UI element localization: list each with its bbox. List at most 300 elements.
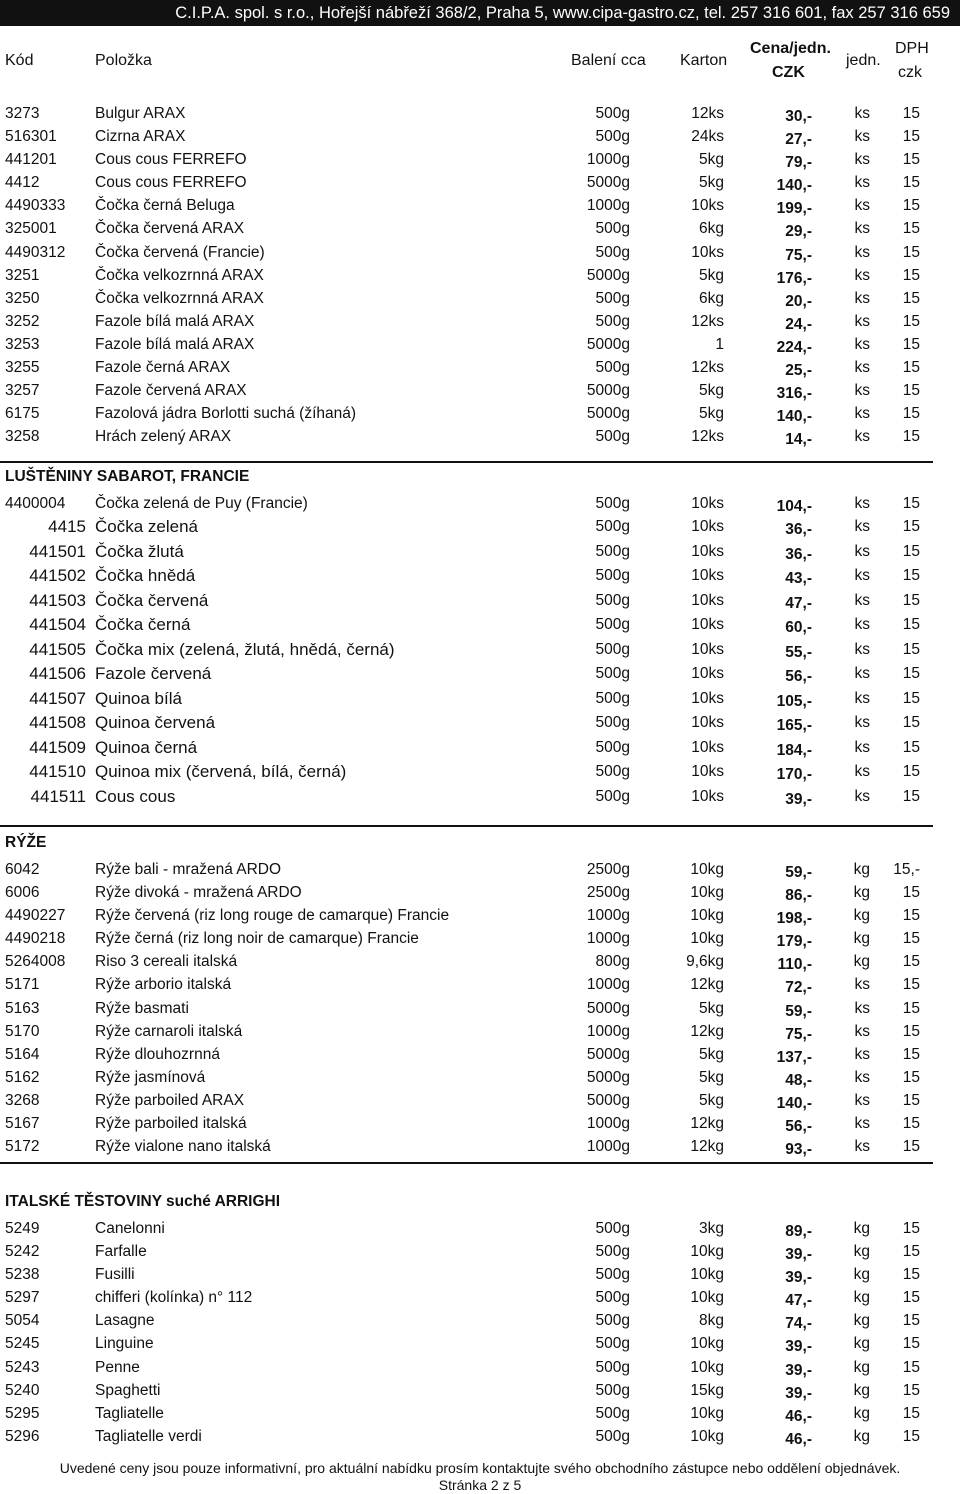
row-carton: 10kg	[690, 861, 724, 878]
row-pkg: 500g	[595, 312, 630, 330]
row-code: 5167	[5, 1115, 40, 1133]
row-carton: 10kg	[690, 1404, 724, 1422]
row-vat: 15	[902, 884, 920, 902]
row-vat: 15	[902, 907, 920, 925]
row-unit: kg	[853, 1289, 870, 1307]
table-row	[0, 687, 960, 712]
row-code: 3268	[5, 1091, 40, 1109]
section-title: LUŠTĚNINY SABAROT, FRANCIE	[5, 468, 250, 485]
row-carton: 10kg	[690, 1427, 724, 1445]
row-name: Rýže parboiled ARAX	[95, 1091, 245, 1109]
row-pkg: 500g	[595, 428, 630, 446]
row-carton: 10ks	[691, 665, 724, 683]
row-carton: 10kg	[690, 884, 724, 902]
row-vat: 15	[902, 1138, 920, 1156]
row-vat: 15	[902, 1358, 920, 1376]
row-unit: ks	[854, 382, 870, 400]
table-row	[0, 589, 960, 614]
row-unit: kg	[853, 1358, 870, 1376]
row-code: 5297	[5, 1289, 40, 1307]
row-pkg: 500g	[595, 1220, 630, 1237]
row-carton: 10kg	[690, 930, 724, 948]
row-code: 3258	[5, 428, 40, 446]
row-vat: 15	[902, 1068, 920, 1086]
row-carton: 5kg	[699, 999, 724, 1017]
row-code: 5264008	[5, 953, 66, 971]
row-code: 6042	[5, 861, 40, 878]
row-price: 39,-	[785, 1269, 812, 1287]
row-pkg: 500g	[595, 591, 630, 609]
row-unit: kg	[853, 884, 870, 902]
row-price: 140,-	[776, 408, 812, 426]
row-name: Čočka mix (zelená, žlutá, hnědá, černá)	[95, 639, 395, 659]
row-unit: ks	[854, 174, 870, 192]
row-name: Čočka velkozrnná ARAX	[95, 289, 264, 307]
row-name: Lasagne	[95, 1312, 155, 1330]
table-row	[0, 1135, 960, 1158]
table-row	[0, 402, 960, 425]
row-unit: ks	[854, 335, 870, 353]
row-code: 5163	[5, 999, 40, 1017]
row-carton: 5kg	[699, 266, 724, 284]
row-code: 3255	[5, 359, 40, 377]
row-name: Fazolová jádra Borlotti suchá (žíhaná)	[95, 405, 357, 423]
table-row	[0, 760, 960, 785]
table-row	[0, 881, 960, 904]
row-name: Čočka hnědá	[95, 566, 196, 586]
row-vat: 15	[902, 763, 920, 781]
row-pkg: 500g	[595, 714, 630, 732]
row-unit: kg	[853, 930, 870, 948]
row-name: Linguine	[95, 1335, 154, 1353]
row-unit: ks	[854, 105, 870, 122]
table-row	[0, 194, 960, 217]
row-unit: ks	[854, 128, 870, 146]
table-row	[0, 858, 960, 881]
row-carton: 5kg	[699, 1068, 724, 1086]
row-price: 140,-	[776, 1094, 812, 1112]
row-unit: kg	[853, 1266, 870, 1284]
row-name: Rýže carnaroli italská	[95, 1022, 243, 1040]
row-price: 39,-	[785, 1361, 812, 1379]
row-code: 441510	[29, 762, 86, 782]
row-code: 5171	[5, 976, 40, 994]
col-unit: jedn.	[846, 52, 881, 69]
row-name: Fazole červená	[95, 664, 212, 684]
section-3	[0, 828, 960, 1158]
row-price: 55,-	[785, 643, 812, 661]
table-row	[0, 927, 960, 950]
row-pkg: 500g	[595, 1243, 630, 1261]
row-unit: ks	[854, 197, 870, 215]
table-row	[0, 1379, 960, 1402]
row-name: Hrách zelený ARAX	[95, 428, 232, 446]
row-pkg: 5000g	[586, 174, 630, 192]
row-unit: ks	[854, 999, 870, 1017]
row-pkg: 2500g	[586, 884, 630, 902]
table-row	[0, 1066, 960, 1089]
row-price: 137,-	[776, 1048, 812, 1066]
row-name: Fazole červená ARAX	[95, 382, 247, 400]
row-price: 20,-	[785, 292, 812, 310]
row-carton: 10ks	[691, 197, 724, 215]
row-vat: 15	[902, 616, 920, 634]
section-title: RÝŽE	[5, 834, 47, 851]
row-vat: 15	[902, 243, 920, 261]
row-unit: ks	[854, 738, 870, 756]
row-vat: 15,-	[893, 861, 920, 878]
row-carton: 15kg	[690, 1381, 724, 1399]
row-name: Fazole černá ARAX	[95, 359, 231, 377]
row-pkg: 500g	[595, 787, 630, 805]
row-name: Quinoa červená	[95, 713, 216, 733]
row-carton: 10kg	[690, 1358, 724, 1376]
row-unit: kg	[853, 861, 870, 878]
row-pkg: 1000g	[586, 930, 630, 948]
row-unit: ks	[854, 1068, 870, 1086]
row-unit: ks	[854, 640, 870, 658]
table-row	[0, 171, 960, 194]
row-unit: ks	[854, 976, 870, 994]
table-row	[0, 102, 960, 125]
row-code: 516301	[5, 128, 57, 146]
col-carton: Karton	[680, 52, 728, 69]
row-carton: 10ks	[691, 640, 724, 658]
row-code: 441505	[29, 639, 86, 659]
row-price: 140,-	[776, 177, 812, 195]
table-row	[0, 785, 960, 810]
row-vat: 15	[902, 359, 920, 377]
table-row	[0, 515, 960, 540]
row-pkg: 500g	[595, 495, 630, 512]
row-price: 60,-	[785, 619, 812, 637]
row-vat: 15	[902, 266, 920, 284]
row-name: Rýže bali - mražená ARDO	[95, 861, 282, 878]
row-vat: 15	[902, 1427, 920, 1445]
row-vat: 15	[902, 930, 920, 948]
row-price: 47,-	[785, 1292, 812, 1310]
row-price: 74,-	[785, 1315, 812, 1333]
row-pkg: 500g	[595, 128, 630, 146]
row-code: 441509	[29, 737, 86, 757]
row-name: Quinoa bílá	[95, 688, 182, 708]
row-name: Rýže arborio italská	[95, 976, 232, 994]
row-unit: ks	[854, 567, 870, 585]
row-carton: 12ks	[691, 312, 724, 330]
row-code: 441502	[29, 566, 86, 586]
col-code: Kód	[5, 52, 34, 69]
row-vat: 15	[902, 738, 920, 756]
row-price: 316,-	[776, 385, 812, 403]
row-vat: 15	[902, 518, 920, 536]
row-name: Rýže basmati	[95, 999, 189, 1017]
row-name: Čočka červená ARAX	[95, 220, 245, 238]
row-name: Fusilli	[95, 1266, 135, 1284]
row-name: Fazole bílá malá ARAX	[95, 312, 255, 330]
row-pkg: 5000g	[586, 999, 630, 1017]
row-vat: 15	[902, 312, 920, 330]
row-carton: 10kg	[690, 1289, 724, 1307]
row-vat: 15	[902, 1022, 920, 1040]
row-vat: 15	[902, 1404, 920, 1422]
row-price: 43,-	[785, 570, 812, 588]
row-vat: 15	[902, 1381, 920, 1399]
row-carton: 12ks	[691, 359, 724, 377]
row-unit: ks	[854, 616, 870, 634]
table-row	[0, 217, 960, 240]
table-row	[0, 1332, 960, 1355]
row-unit: ks	[854, 689, 870, 707]
row-code: 441511	[30, 786, 86, 806]
row-name: Čočka zelená	[95, 517, 199, 537]
row-name: Penne	[95, 1358, 140, 1376]
row-vat: 15	[902, 1220, 920, 1237]
row-name: Cizrna ARAX	[95, 128, 186, 146]
row-carton: 10kg	[690, 1335, 724, 1353]
row-pkg: 500g	[595, 289, 630, 307]
row-carton: 6kg	[699, 220, 724, 238]
row-price: 198,-	[776, 910, 812, 928]
row-code: 3252	[5, 312, 40, 330]
row-unit: kg	[853, 953, 870, 971]
row-code: 441503	[29, 590, 86, 610]
row-carton: 12kg	[690, 1115, 724, 1133]
row-name: Rýže černá (riz long noir de camarque) Francie	[95, 930, 419, 948]
row-pkg: 500g	[595, 567, 630, 585]
row-name: Canelonni	[95, 1220, 165, 1237]
row-vat: 15	[902, 289, 920, 307]
row-price: 110,-	[777, 956, 812, 974]
row-pkg: 500g	[595, 738, 630, 756]
row-vat: 15	[902, 174, 920, 192]
row-price: 105,-	[776, 692, 812, 710]
row-carton: 24ks	[691, 128, 724, 146]
row-price: 36,-	[785, 545, 812, 563]
row-unit: ks	[854, 542, 870, 560]
row-vat: 15	[902, 665, 920, 683]
table-row	[0, 950, 960, 973]
row-name: Rýže jasmínová	[95, 1068, 206, 1086]
row-code: 441506	[29, 664, 86, 684]
row-carton: 10ks	[691, 495, 724, 512]
row-pkg: 1000g	[586, 1138, 630, 1156]
row-unit: kg	[853, 1404, 870, 1422]
row-pkg: 500g	[595, 1381, 630, 1399]
row-vat: 15	[902, 495, 920, 512]
row-vat: 15	[902, 714, 920, 732]
table-row	[0, 540, 960, 565]
row-name: Fazole bílá malá ARAX	[95, 335, 255, 353]
row-name: Rýže červená (riz long rouge de camarque) Francie	[95, 907, 450, 925]
row-vat: 15	[902, 1335, 920, 1353]
row-code: 5245	[5, 1335, 40, 1353]
row-price: 36,-	[785, 521, 812, 539]
row-name: Rýže vialone nano italská	[95, 1138, 271, 1156]
row-unit: ks	[854, 1022, 870, 1040]
row-carton: 5kg	[699, 174, 724, 192]
row-vat: 15	[902, 1091, 920, 1109]
row-code: 5243	[5, 1358, 40, 1376]
section-4	[0, 1187, 960, 1448]
row-code: 4490227	[5, 907, 66, 925]
page-footer	[0, 1460, 960, 1494]
row-price: 56,-	[785, 668, 812, 686]
row-code: 5296	[5, 1427, 40, 1445]
row-code: 5249	[5, 1220, 40, 1237]
row-vat: 15	[902, 197, 920, 215]
row-unit: ks	[854, 665, 870, 683]
row-pkg: 500g	[595, 359, 630, 377]
table-row	[0, 333, 960, 356]
row-carton: 1	[715, 335, 724, 353]
row-name: Riso 3 cereali italská	[95, 953, 238, 971]
section-1	[0, 102, 960, 448]
row-carton: 10ks	[691, 714, 724, 732]
row-unit: ks	[854, 1115, 870, 1133]
row-vat: 15	[902, 976, 920, 994]
row-vat: 15	[902, 567, 920, 585]
row-unit: kg	[853, 1220, 870, 1237]
row-pkg: 5000g	[586, 335, 630, 353]
row-name: Čočka žlutá	[95, 541, 184, 561]
row-price: 176,-	[776, 269, 812, 287]
row-unit: ks	[854, 405, 870, 423]
table-row	[0, 379, 960, 402]
row-code: 3257	[5, 382, 40, 400]
table-row	[0, 1112, 960, 1135]
row-pkg: 500g	[595, 689, 630, 707]
row-unit: ks	[854, 787, 870, 805]
table-row	[0, 904, 960, 927]
col-vat: DPH	[895, 40, 929, 57]
row-code: 441504	[29, 615, 86, 635]
row-unit: kg	[853, 1312, 870, 1330]
row-pkg: 500g	[595, 518, 630, 536]
row-code: 441507	[29, 688, 86, 708]
row-price: 30,-	[785, 108, 812, 125]
row-pkg: 1000g	[586, 976, 630, 994]
row-unit: kg	[853, 1427, 870, 1445]
row-vat: 15	[902, 689, 920, 707]
row-carton: 6kg	[699, 289, 724, 307]
section-2	[0, 462, 960, 809]
row-name: Bulgur ARAX	[95, 105, 186, 122]
row-price: 75,-	[785, 1025, 812, 1043]
row-vat: 15	[902, 591, 920, 609]
row-name: Quinoa mix (červená, bílá, černá)	[95, 762, 347, 782]
row-pkg: 1000g	[586, 197, 630, 215]
table-row	[0, 997, 960, 1020]
page-number: Stránka 2 z 5	[438, 1477, 522, 1493]
row-price: 27,-	[785, 131, 812, 149]
column-header	[0, 36, 960, 88]
row-code: 5172	[5, 1138, 40, 1156]
row-unit: ks	[854, 1091, 870, 1109]
row-code: 5238	[5, 1266, 40, 1284]
table-row	[0, 973, 960, 996]
row-carton: 10ks	[691, 787, 724, 805]
section-divider	[0, 825, 933, 827]
row-pkg: 5000g	[586, 1068, 630, 1086]
row-price: 165,-	[776, 717, 812, 735]
row-vat: 15	[902, 428, 920, 446]
table-row	[0, 1263, 960, 1286]
row-code: 4400004	[5, 495, 66, 512]
row-pkg: 500g	[595, 243, 630, 261]
row-carton: 12kg	[690, 976, 724, 994]
row-pkg: 500g	[595, 542, 630, 560]
row-unit: ks	[854, 591, 870, 609]
row-unit: kg	[853, 1381, 870, 1399]
table-row	[0, 711, 960, 736]
section-2-rows	[0, 515, 960, 809]
row-code: 5242	[5, 1243, 40, 1261]
row-price: 89,-	[785, 1223, 812, 1240]
col-price: Cena/jedn.	[750, 40, 831, 57]
row-price: 93,-	[785, 1141, 812, 1159]
row-vat: 15	[902, 405, 920, 423]
table-row	[0, 125, 960, 148]
table-row	[0, 287, 960, 310]
row-unit: kg	[853, 907, 870, 925]
row-vat: 15	[902, 220, 920, 238]
row-unit: ks	[854, 151, 870, 169]
row-price: 72,-	[785, 979, 812, 997]
section-divider	[0, 1162, 933, 1164]
row-code: 4490312	[5, 243, 66, 261]
row-vat: 15	[902, 953, 920, 971]
row-carton: 10ks	[691, 243, 724, 261]
row-unit: ks	[854, 266, 870, 284]
row-price: 59,-	[785, 1002, 812, 1020]
row-name: Čočka černá	[95, 615, 191, 635]
row-price: 48,-	[785, 1071, 812, 1089]
row-price: 46,-	[785, 1430, 812, 1448]
row-code: 5164	[5, 1045, 40, 1063]
row-pkg: 500g	[595, 1427, 630, 1445]
row-carton: 10ks	[691, 689, 724, 707]
row-name: Cous cous FERREFO	[95, 174, 247, 192]
row-pkg: 1000g	[586, 1022, 630, 1040]
row-carton: 10ks	[691, 738, 724, 756]
row-code: 3251	[5, 266, 40, 284]
row-carton: 12ks	[691, 428, 724, 446]
col-vat-currency: czk	[898, 64, 922, 81]
table-row	[0, 613, 960, 638]
row-carton: 5kg	[699, 405, 724, 423]
row-name: Čočka zelená de Puy (Francie)	[95, 495, 308, 512]
row-unit: ks	[854, 359, 870, 377]
table-row	[0, 1402, 960, 1425]
row-vat: 15	[902, 1115, 920, 1133]
row-name: Tagliatelle verdi	[95, 1427, 202, 1445]
row-name: Quinoa černá	[95, 737, 198, 757]
row-unit: kg	[853, 1335, 870, 1353]
table-row	[0, 638, 960, 663]
row-carton: 10ks	[691, 763, 724, 781]
table-row	[0, 736, 960, 761]
row-carton: 10ks	[691, 616, 724, 634]
row-pkg: 500g	[595, 105, 630, 122]
row-name: Čočka velkozrnná ARAX	[95, 266, 264, 284]
row-price: 79,-	[785, 154, 812, 172]
row-code: 5240	[5, 1381, 40, 1399]
row-unit: ks	[854, 495, 870, 512]
row-unit: ks	[854, 312, 870, 330]
row-unit: ks	[854, 518, 870, 536]
row-unit: ks	[854, 220, 870, 238]
table-row	[0, 1240, 960, 1263]
